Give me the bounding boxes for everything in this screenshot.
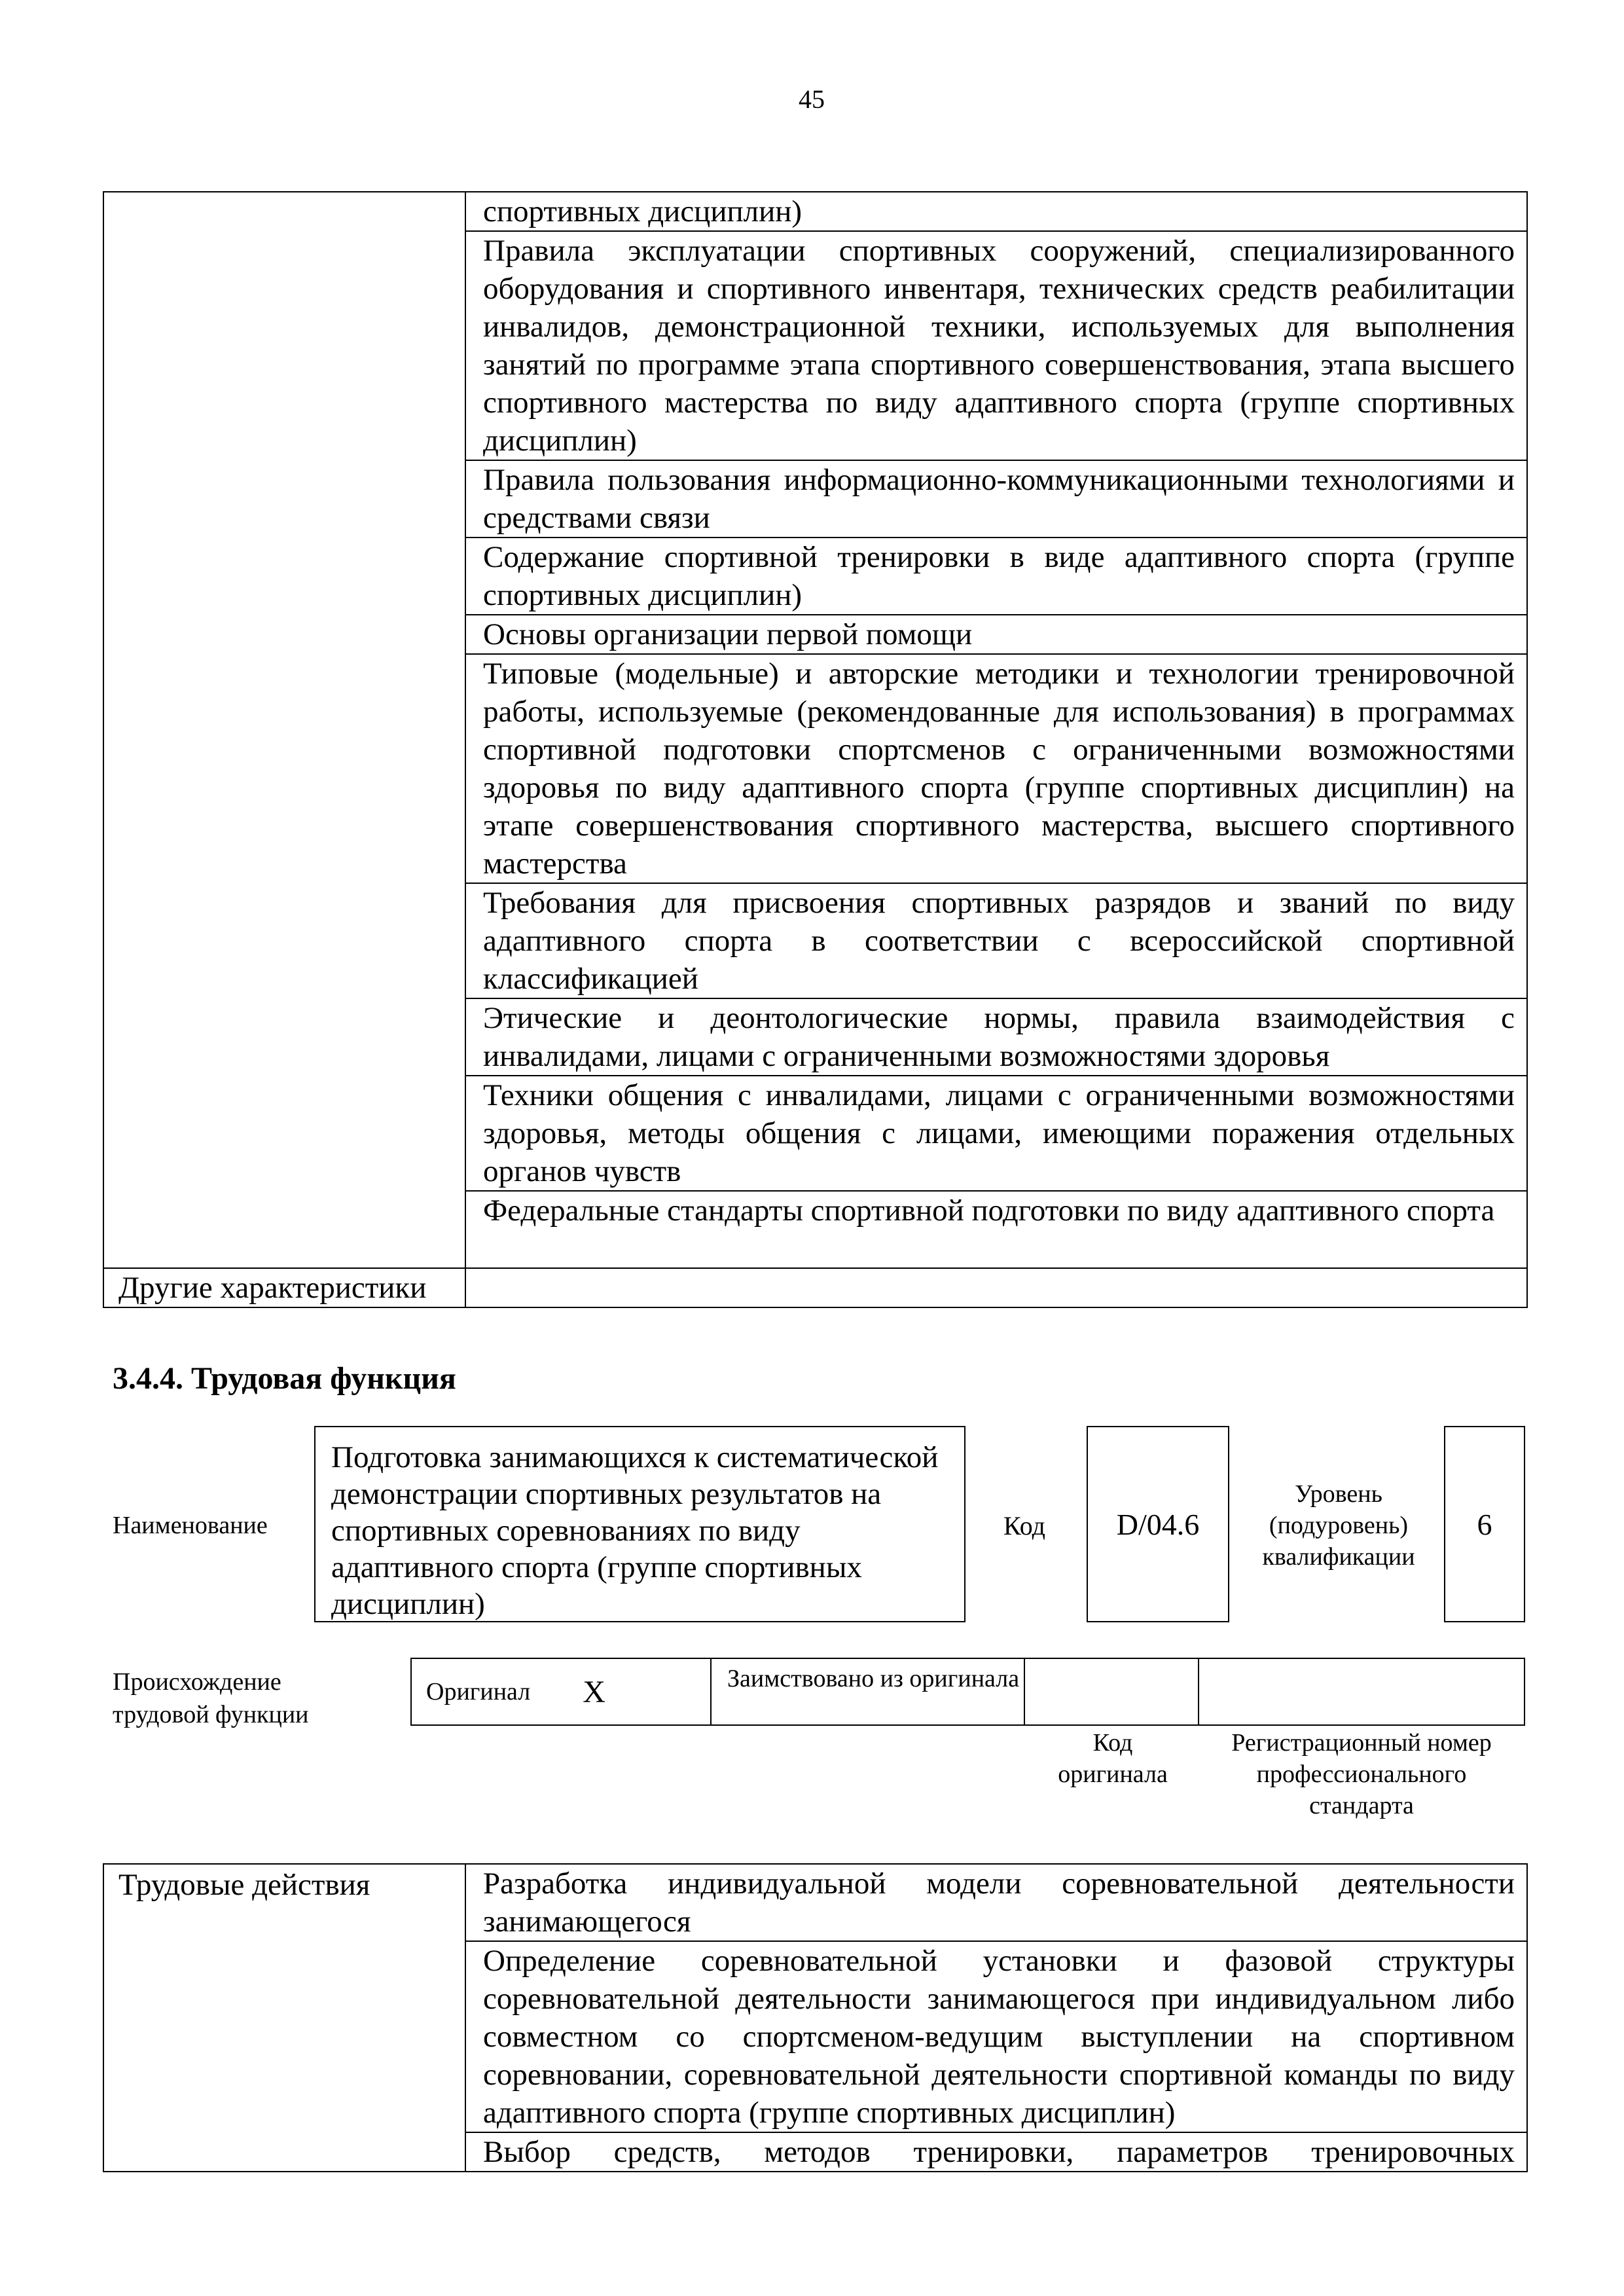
labor-action-row: Выбор средств, методов тренировки, параметров тренировочных [465,2132,1527,2172]
labor-actions-table [103,1863,1528,2172]
original-mark: X [583,1674,605,1709]
name-label: Наименование [113,1512,268,1539]
level-label: Уровень (подуровень) квалификации [1262,1480,1415,1571]
labor-action-row: Определение соревновательной установки и фазовой структуры соревновательной деятельности занимающегося при индивидуальном либо совместном со спортсменом-ведущим выступлении на спортивном соревновании, соревновательной деятельности спортивной команды по виду адаптивного спорта (группе спортивных дисциплин) [465,1941,1527,2132]
borrowed-box [710,1658,1025,1726]
registration-number-box [1198,1658,1525,1726]
knowledge-row: Техники общения с инвалидами, лицами с ограниченными возможностями здоровья, методы общения с лицами, имеющими поражения отдельных органов чувств [465,1076,1527,1191]
borrowed-label: Заимствовано из оригинала [727,1665,1020,1692]
labor-action-row: Разработка индивидуальной модели соревновательной деятельности занимающегося [465,1864,1527,1941]
knowledge-row: Федеральные стандарты спортивной подготовки по виду адаптивного спорта [465,1191,1527,1268]
knowledge-row: Основы организации первой помощи [465,615,1527,654]
function-name-box [314,1426,965,1622]
function-name-value: Подготовка занимающихся к систематической демонстрации спортивных результатов на спортивных соревнованиях по виду адаптивного спорта (группе спортивных дисциплин) [331,1440,939,1621]
labor-actions-label-cell: Трудовые действия [103,1864,465,2172]
knowledge-row: Содержание спортивной тренировки в виде адаптивного спорта (группе спортивных дисциплин) [465,538,1527,615]
knowledge-row: Этические и деонтологические нормы, правила взаимодействия с инвалидами, лицами с ограниченными возможностями здоровья [465,998,1527,1076]
level-value-box [1444,1426,1525,1622]
knowledge-row: Типовые (модельные) и авторские методики и технологии тренировочной работы, используемые (рекомендованные для использования) в программах спортивной подготовки спортсменов с ограниченными возможностями здоровья по виду адаптивного спорта (группе спортивных дисциплин) на этапе совершенствования спортивного мастерства, высшего спортивного мастерства [465,654,1527,883]
origin-label: Происхождение трудовой функции [113,1668,309,1728]
knowledge-label-cell [103,192,465,1268]
section-heading: 3.4.4. Трудовая функция [113,1361,456,1396]
original-label: Оригинал [426,1678,531,1705]
code-original-caption: Код оригинала [1058,1729,1168,1788]
knowledge-table [103,191,1528,1308]
code-value: D/04.6 [1116,1507,1200,1541]
registration-number-caption: Регистрационный номер профессионального стандарта [1231,1729,1492,1819]
other-characteristics-label: Другие характеристики [103,1268,465,1307]
code-label: Код [1003,1510,1045,1540]
other-characteristics-value [465,1268,1527,1307]
level-value: 6 [1477,1507,1492,1541]
original-code-box [1024,1658,1199,1726]
original-box [410,1658,712,1726]
knowledge-row: Правила пользования информационно-коммуникационными технологиями и средствами связи [465,460,1527,538]
knowledge-row: спортивных дисциплин) [465,192,1527,231]
knowledge-row: Правила эксплуатации спортивных сооружений, специализированного оборудования и спортивного инвентаря, технических средств реабилитации инвалидов, демонстрационной техники, используемых для выполнения занятий по программе этапа спортивного совершенствования, этапа высшего спортивного мастерства по виду адаптивного спорта (группе спортивных дисциплин) [465,231,1527,460]
knowledge-row: Требования для присвоения спортивных разрядов и званий по виду адаптивного спорта в соответствии с всероссийской спортивной классификацией [465,883,1527,998]
page-number: 45 [799,84,825,114]
code-value-box [1087,1426,1229,1622]
